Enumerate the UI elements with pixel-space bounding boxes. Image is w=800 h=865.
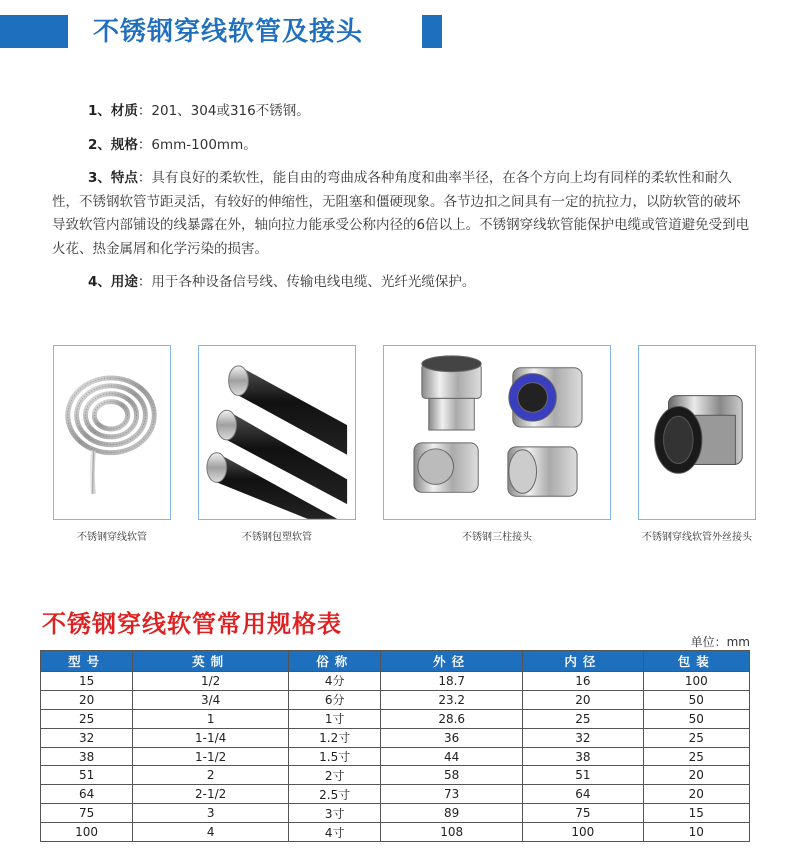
product-caption: 不锈钢包塑软管	[242, 532, 312, 543]
header-bar-right	[422, 15, 442, 48]
cell: 38	[41, 747, 133, 766]
cell: 44	[381, 747, 523, 766]
cell: 51	[41, 766, 133, 785]
cell: 1-1/2	[133, 747, 289, 766]
cell: 75	[41, 804, 133, 823]
cell: 50	[643, 690, 749, 709]
col-model: 型号	[41, 651, 133, 672]
cell: 1寸	[289, 709, 381, 728]
cell: 1.5寸	[289, 747, 381, 766]
spec-table	[40, 650, 750, 842]
cell: 25	[643, 747, 749, 766]
spec-text: 具有良好的柔软性，能自由的弯曲成各种角度和曲率半径，在各个方向上均有同样的柔软性和耐久性，不锈钢软管节距灵活，有较好的伸缩性，无阻塞和僵硬现象。各节边扣之间具有一定的抗拉力，以防软管的破坏导致软管内部铺设的线暴露在外，轴向拉力能承受公称内径的6倍以上。不锈钢穿线软管能保护电缆或管道避免受到电火花、热金属屑和化学污染的损害。	[52, 170, 750, 257]
coated-conduit-icon	[199, 346, 355, 519]
cell: 15	[41, 672, 133, 691]
col-common-name: 俗称	[289, 651, 381, 672]
table-row	[41, 747, 750, 766]
cell: 100	[523, 823, 644, 842]
cell: 2	[133, 766, 289, 785]
product-image-conduit	[53, 345, 171, 520]
cell: 100	[643, 672, 749, 691]
cell: 4分	[289, 672, 381, 691]
spec-num: 3、	[88, 170, 111, 186]
spec-size	[52, 134, 752, 158]
cell: 6分	[289, 690, 381, 709]
cell: 10	[643, 823, 749, 842]
page-title: 不锈钢穿线软管及接头	[93, 17, 364, 47]
male-connector-icon	[639, 346, 755, 519]
cell: 16	[523, 672, 644, 691]
spec-num: 1、	[88, 103, 111, 119]
product-caption: 不锈钢三柱接头	[462, 532, 532, 543]
spec-label: 规格	[110, 136, 138, 153]
cell: 2寸	[289, 766, 381, 785]
cell: 20	[643, 766, 749, 785]
cell: 64	[41, 785, 133, 804]
table-row	[41, 804, 750, 823]
product-image-coated	[198, 345, 356, 520]
cell: 2-1/2	[133, 785, 289, 804]
cell: 32	[41, 728, 133, 747]
cell: 3寸	[289, 804, 381, 823]
cell: 28.6	[381, 709, 523, 728]
spec-text: 用于各种设备信号线、传输电线电缆、光纤光缆保护。	[151, 274, 476, 290]
cell: 20	[643, 785, 749, 804]
cell: 38	[523, 747, 644, 766]
spec-features	[52, 167, 752, 261]
cell: 25	[643, 728, 749, 747]
table-row	[41, 766, 750, 785]
spec-usage	[52, 271, 752, 295]
cell: 3	[133, 804, 289, 823]
cell: 20	[523, 690, 644, 709]
cell: 1/2	[133, 672, 289, 691]
cell: 20	[41, 690, 133, 709]
spec-label: 用途	[110, 274, 138, 290]
col-packing: 包装	[643, 651, 749, 672]
table-unit: 单位：mm	[690, 635, 750, 649]
header-bar-left	[0, 15, 68, 48]
cell: 50	[643, 709, 749, 728]
cell: 64	[523, 785, 644, 804]
spec-label: 材质	[110, 103, 138, 119]
spec-label: 特点	[110, 170, 138, 186]
table-row	[41, 709, 750, 728]
product-image-connectors	[383, 345, 611, 520]
cell: 75	[523, 804, 644, 823]
cell: 15	[643, 804, 749, 823]
table-header-row	[41, 651, 750, 672]
cell: 100	[41, 823, 133, 842]
cell: 18.7	[381, 672, 523, 691]
cell: 36	[381, 728, 523, 747]
col-imperial: 英制	[133, 651, 289, 672]
spec-sep: ：	[137, 170, 152, 186]
cell: 4寸	[289, 823, 381, 842]
cell: 1.2寸	[289, 728, 381, 747]
table-row	[41, 672, 750, 691]
cell: 89	[381, 804, 523, 823]
connector-set-icon	[384, 346, 610, 519]
cell: 51	[523, 766, 644, 785]
coiled-conduit-icon	[54, 346, 170, 519]
col-inner-diameter: 内径	[523, 651, 644, 672]
cell: 108	[381, 823, 523, 842]
table-row	[41, 728, 750, 747]
spec-num: 4、	[88, 274, 111, 290]
table-row	[41, 785, 750, 804]
spec-material	[52, 100, 752, 124]
col-outer-diameter: 外径	[381, 651, 523, 672]
product-caption: 不锈钢穿线软管外丝接头	[642, 532, 752, 543]
cell: 25	[41, 709, 133, 728]
cell: 73	[381, 785, 523, 804]
cell: 58	[381, 766, 523, 785]
product-caption: 不锈钢穿线软管	[77, 532, 147, 543]
product-image-male-connector	[638, 345, 756, 520]
cell: 23.2	[381, 690, 523, 709]
spec-text: 201、304或316不锈钢。	[151, 103, 310, 119]
spec-list	[52, 100, 752, 305]
cell: 2.5寸	[289, 785, 381, 804]
cell: 32	[523, 728, 644, 747]
cell: 25	[523, 709, 644, 728]
table-title: 不锈钢穿线软管常用规格表	[42, 610, 342, 638]
cell: 3/4	[133, 690, 289, 709]
table-row	[41, 690, 750, 709]
spec-num: 2、	[88, 136, 111, 153]
cell: 1-1/4	[133, 728, 289, 747]
spec-text: 6mm-100mm。	[151, 136, 257, 153]
spec-sep: ：	[137, 136, 152, 153]
cell: 1	[133, 709, 289, 728]
cell: 4	[133, 823, 289, 842]
table-row	[41, 823, 750, 842]
spec-sep: ：	[137, 274, 152, 290]
spec-sep: ：	[137, 103, 152, 119]
